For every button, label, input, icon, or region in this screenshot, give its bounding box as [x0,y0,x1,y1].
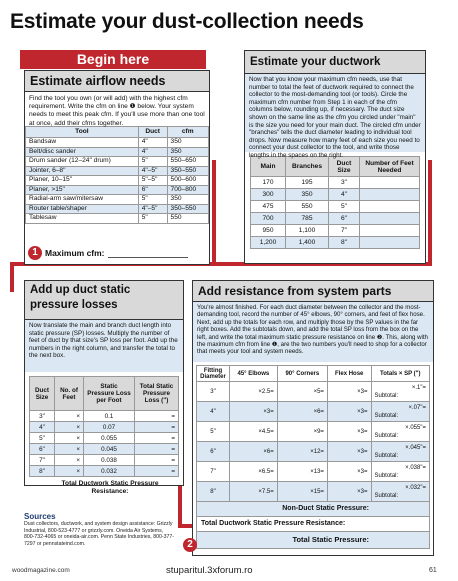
e45-multiplier: ×4.5= [258,428,274,435]
feet-field[interactable]: × [55,433,84,444]
site-url: woodmagazine.com [12,567,70,574]
e90-field[interactable] [277,462,327,482]
table-row [251,213,420,225]
col-loss-per-foot: Static Pressure Loss per Foot [84,377,135,411]
duct-size: 8" [329,237,360,249]
tool-name: Planer, >15" [26,185,139,195]
cfm-value: 550–650 [167,157,208,167]
feet-field[interactable]: × [55,444,84,455]
sp-multiplier: ×.038"= [405,464,426,471]
total-field[interactable]: = [135,455,179,466]
flex-multiplier: ×3= [357,388,368,395]
feet-needed-field[interactable] [360,225,420,237]
flex-field[interactable] [327,402,371,422]
static-heading: Add up duct static pressure losses [25,281,183,320]
sp-multiplier: ×.032"= [405,484,426,491]
e45-field[interactable] [230,462,278,482]
duct-size: 5"–5" [138,176,167,186]
e45-field[interactable] [230,442,278,462]
e90-field[interactable] [277,422,327,442]
duct-size: 7" [30,455,55,466]
ductwork-table [250,156,420,249]
table-row [26,204,209,214]
table-row [251,189,420,201]
loss-per-foot: 0.055 [84,433,135,444]
e45-multiplier: ×6.5= [258,468,274,475]
total-field[interactable]: = [135,444,179,455]
table-row [251,237,420,249]
feet-needed-field[interactable] [360,213,420,225]
e90-multiplier: ×15= [310,488,324,495]
subtotal-label: Subtotal: [374,492,399,499]
branch-cfm: 550 [286,201,329,213]
col-duct-size: Duct Size [329,157,360,177]
static-box [24,280,184,495]
table-row [197,482,430,502]
table-row [197,402,430,422]
total-field[interactable]: = [135,433,179,444]
col-totals-sp: Totals × SP (") [371,366,430,382]
table-row [251,201,420,213]
sp-total-field[interactable] [371,462,430,482]
sp-total-field[interactable] [371,482,430,502]
e45-multiplier: ×2.5= [258,388,274,395]
tool-name: Tablesaw [26,214,139,224]
fitting-size: 3" [197,382,230,402]
loss-per-foot: 0.038 [84,455,135,466]
table-row [251,225,420,237]
total-ductwork-row [196,517,430,532]
e90-multiplier: ×6= [313,408,324,415]
feet-needed-field[interactable] [360,237,420,249]
duct-size: 6" [138,185,167,195]
ductwork-box [244,50,426,264]
subtotal-label: Subtotal: [374,412,399,419]
table-row [30,455,179,466]
flex-field[interactable] [327,482,371,502]
subtotal-label: Subtotal: [374,452,399,459]
cfm-value: 550 [167,214,208,224]
connector-line [428,160,432,263]
airflow-heading: Estimate airflow needs [25,71,209,92]
e90-field[interactable] [277,402,327,422]
loss-per-foot: 0.032 [84,466,135,477]
tool-name: Jointer, 6–8" [26,166,139,176]
cfm-value: 350 [167,138,208,148]
table-row [26,214,209,224]
e90-field[interactable] [277,382,327,402]
total-field[interactable]: = [135,466,179,477]
fitting-size: 6" [197,442,230,462]
duct-size: 7" [329,225,360,237]
col-total-loss: Total Static Pressure Loss (") [135,377,179,411]
e90-multiplier: ×12= [310,448,324,455]
duct-size: 5" [329,201,360,213]
col-duct: Duct [138,127,167,138]
col-no-of-feet: No. of Feet [55,377,84,411]
sources-text: Dust collectors, ductwork, and system design assistance: Grizzly Industrial, 800-523-4777 or grizzly.com. Oneida Air Systems, 800-732-4065 or oneida-air.com. Penn State Industries, 800-377-7297 or pennstateind.com. [24,521,174,547]
total-static-label: Total Static Pressure: [292,535,369,544]
flex-field[interactable] [327,422,371,442]
sp-multiplier: ×.1"= [411,384,426,391]
total-field[interactable]: = [135,422,179,433]
e45-field[interactable] [230,482,278,502]
sp-total-field[interactable] [371,402,430,422]
sp-multiplier: ×.07"= [408,404,426,411]
col-cfm: cfm [167,127,208,138]
cfm-value: 350–550 [167,166,208,176]
duct-size: 6" [30,444,55,455]
duct-size: 5" [138,214,167,224]
main-cfm: 1,200 [251,237,286,249]
col-45-elbows: 45° Elbows [230,366,278,382]
sources-heading: Sources [24,512,56,521]
duct-size: 4"–5" [138,166,167,176]
duct-size: 5" [138,157,167,167]
feet-field[interactable]: × [55,422,84,433]
fitting-size: 7" [197,462,230,482]
cfm-value: 500–600 [167,176,208,186]
resistance-instructions: You're almost finished. For each duct diameter between the collector and the most-demanding tool, record the number of 45° elbows, 90° corners, and feet of flex hose. Next, add up the totals for each row, and multiply those by the SP values in the far right boxes. Add the subtotals down, and add the total SP loss from the box on the left, and write the total maximum static pressure resistance on line ❷. This, along with the maximum cfm from line ❶, are the two numbers you'll need to shop for a collector that meets your tool and system needs. [193,302,433,362]
feet-needed-field[interactable] [360,201,420,213]
main-cfm: 170 [251,177,286,189]
connector-line [212,160,216,265]
page-number: 61 [429,567,437,574]
step-1-marker: 1 [28,246,42,260]
connector-line [178,486,182,528]
feet-field[interactable]: × [55,411,84,422]
tool-name: Belt/disc sander [26,147,139,157]
table-row [30,411,179,422]
table-row [26,185,209,195]
col-fitting-diameter: Fitting Diameter [197,366,230,382]
flex-multiplier: ×3= [357,408,368,415]
col-main: Main [251,157,286,177]
duct-size: 4"–5" [138,204,167,214]
sp-multiplier: ×.045"= [405,444,426,451]
tool-name: Planer, 10–15" [26,176,139,186]
duct-size: 3" [329,177,360,189]
branch-cfm: 195 [286,177,329,189]
table-row [30,422,179,433]
table-row [30,433,179,444]
branch-cfm: 1,100 [286,225,329,237]
cfm-value: 700–800 [167,185,208,195]
loss-per-foot: 0.045 [84,444,135,455]
duct-size: 3" [30,411,55,422]
flex-field[interactable] [327,442,371,462]
total-ductwork-label: Total Ductwork Static Pressure Resistance: [201,520,346,527]
resistance-table [196,365,430,502]
table-row [26,166,209,176]
table-row [26,138,209,148]
ductwork-instructions: Now that you know your maximum cfm needs, use that number to total the feet of ductwork required to connect the collector to the most-demanding tool (or tools). Circle the maximum cfm number from Step 1 in each of the cfm columns below, rounding up, if necessary. The duct size shown on the same line as the cfm you circled under "main" is the size you need for your main duct. The circled cfm under "branches" tells the duct diameter leading to individual tool drops. Now measure how many feet of each size you need to connect your dust collector to the tool, and write those lengths in the spaces on the right. [245,74,425,152]
duct-size: 6" [329,213,360,225]
table-row [197,442,430,462]
table-row [197,382,430,402]
feet-needed-field[interactable] [360,177,420,189]
cfm-value: 350 [167,147,208,157]
resistance-heading: Add resistance from system parts [193,281,433,302]
page-title: Estimate your dust-collection needs [10,10,364,33]
subtotal-label: Subtotal: [374,472,399,479]
e90-multiplier: ×9= [313,428,324,435]
tool-name: Radial-arm saw/mitersaw [26,195,139,205]
watermark: stuparitul.3xforum.ro [166,565,253,576]
feet-field[interactable]: × [55,455,84,466]
flex-multiplier: ×3= [357,488,368,495]
sp-multiplier: ×.055"= [405,424,426,431]
non-duct-row [196,502,430,517]
branch-cfm: 1,400 [286,237,329,249]
duct-size: 4" [30,422,55,433]
table-row [30,444,179,455]
sources [24,512,174,547]
table-row [30,466,179,477]
e45-field[interactable] [230,382,278,402]
table-row [251,177,420,189]
main-cfm: 950 [251,225,286,237]
duct-size: 8" [30,466,55,477]
main-cfm: 700 [251,213,286,225]
static-table [29,376,179,477]
table-row [197,462,430,482]
tool-name: Router table/shaper [26,204,139,214]
duct-size: 4" [138,147,167,157]
table-row [26,147,209,157]
step-2-marker: 2 [183,538,197,552]
cfm-value: 350–550 [167,204,208,214]
feet-needed-field[interactable] [360,189,420,201]
main-cfm: 475 [251,201,286,213]
fitting-size: 8" [197,482,230,502]
table-row [26,176,209,186]
e45-multiplier: ×3= [263,408,274,415]
loss-per-foot: 0.1 [84,411,135,422]
e90-field[interactable] [277,482,327,502]
airflow-box [24,70,210,265]
flex-multiplier: ×3= [357,468,368,475]
fitting-size: 4" [197,402,230,422]
col-branches: Branches [286,157,329,177]
duct-size: 5" [138,195,167,205]
e45-multiplier: ×7.5= [258,488,274,495]
tool-name: Drum sander (12–24" drum) [26,157,139,167]
flex-multiplier: ×3= [357,448,368,455]
static-total-label: Total Ductwork Static Pressure Resistance: [61,480,159,495]
fitting-size: 5" [197,422,230,442]
flex-field[interactable] [327,382,371,402]
col-duct-size: Duct Size [30,377,55,411]
e90-field[interactable] [277,442,327,462]
feet-field[interactable]: × [55,466,84,477]
e90-multiplier: ×5= [313,388,324,395]
airflow-instructions: Find the tool you own (or will add) with the highest cfm requirement. Write the cfm on line ❶ below. Your system needs to meet this peak cfm. If you'll use more than one tool at once, add their cfms together. [29,95,205,127]
col-feet-needed: Number of Feet Needed [360,157,420,177]
e45-field[interactable] [230,402,278,422]
connector-line [10,262,14,292]
airflow-table [25,126,209,224]
col-90-corners: 90° Corners [277,366,327,382]
table-row [26,157,209,167]
sp-total-field[interactable] [371,382,430,402]
sp-total-field[interactable] [371,422,430,442]
duct-size: 5" [30,433,55,444]
non-duct-label: Non-Duct Static Pressure: [282,505,369,512]
total-static-row [196,532,430,549]
e90-multiplier: ×13= [310,468,324,475]
ductwork-heading: Estimate your ductwork [245,51,425,74]
begin-here-banner: Begin here [20,50,206,69]
duct-size: 4" [329,189,360,201]
branch-cfm: 785 [286,213,329,225]
e45-field[interactable] [230,422,278,442]
sp-total-field[interactable] [371,442,430,462]
flex-field[interactable] [327,462,371,482]
branch-cfm: 350 [286,189,329,201]
max-cfm-label: Maximum cfm: [45,248,105,258]
duct-size: 4" [138,138,167,148]
flex-multiplier: ×3= [357,428,368,435]
table-row [197,422,430,442]
tool-name: Bandsaw [26,138,139,148]
max-cfm-field[interactable] [108,248,188,258]
subtotal-label: Subtotal: [374,392,399,399]
col-tool: Tool [26,127,139,138]
col-flex-hose: Flex Hose [327,366,371,382]
total-field[interactable]: = [135,411,179,422]
resistance-box [192,280,434,556]
loss-per-foot: 0.07 [84,422,135,433]
cfm-value: 350 [167,195,208,205]
main-cfm: 300 [251,189,286,201]
static-instructions: Now translate the main and branch duct length into static pressure (SP) losses. Multiply the number of feet of duct by that size's SP loss per foot. Add up the numbers in the right column, and transfer the total to the next box. [25,320,183,372]
table-row [26,195,209,205]
e45-multiplier: ×6= [263,448,274,455]
subtotal-label: Subtotal: [374,432,399,439]
